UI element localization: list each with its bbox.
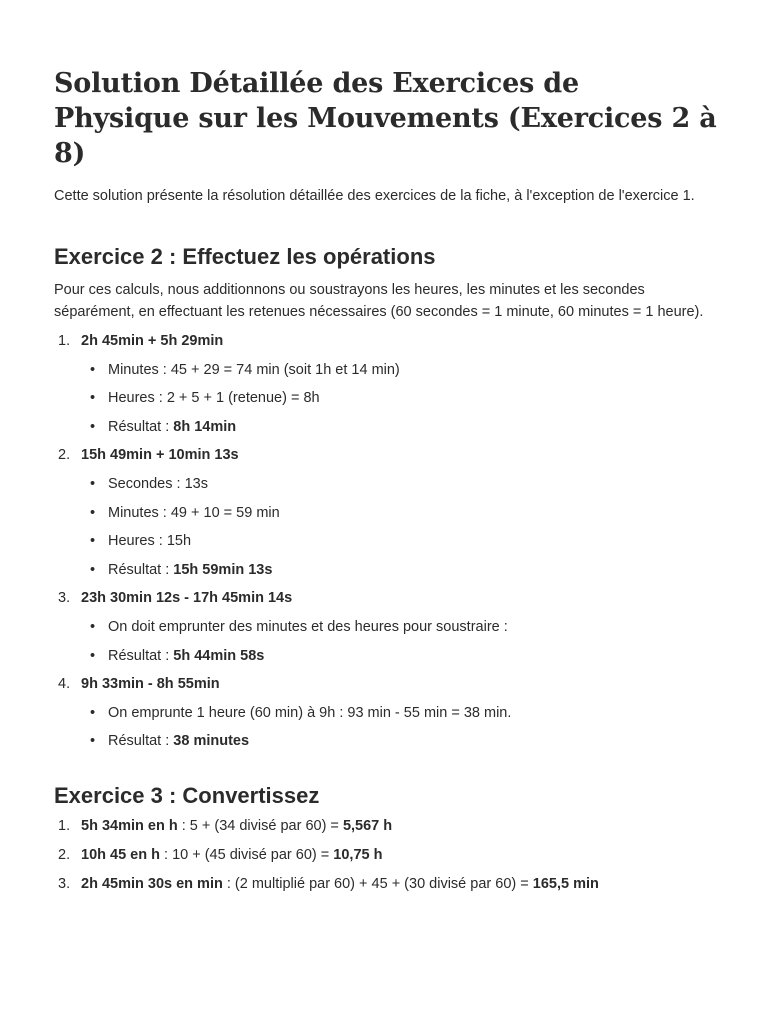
exercise-2-list [54,331,718,751]
step-item: • Heures : 15h [90,533,192,550]
list-number: 1. [58,333,71,349]
exercise-3-list [54,816,718,893]
conversion-title: 10h 45 en h [81,846,160,863]
list-number: 4. [58,676,71,693]
step-item: • On emprunte 1 heure (60 min) à 9h : 93 min - 55 min = 38 min. [90,704,512,721]
conversion-formula: : 10 + (45 divisé par 60) = [159,846,334,863]
document [54,66,718,902]
exercise-2-section [54,243,718,751]
bullet-icon: • [90,647,96,664]
bullet-icon: • [90,418,96,435]
bullet-icon: • [90,504,96,521]
operation-title: 2h 45min + 5h 29min [81,333,224,349]
step-item: • Minutes : 45 + 29 = 74 min (soit 1h et 14 min) [90,361,400,378]
result-value: 38 minutes [173,733,250,750]
page-title: Solution Détaillée des Exercices de Physique sur les Mouvements (Exercices 2 à 8) [54,68,717,169]
bullet-icon: • [90,561,96,578]
bullet-icon: • [90,361,96,378]
exercise-2-item-1 [54,331,718,437]
exercise-3-item-2 [54,845,718,865]
exercise-2-description: Pour ces calculs, nous additionnons ou soustrayons les heures, les minutes et les secondes séparément, en effectuant les retenues nécessaires (60 secondes = 1 minute, 60 minutes = 1 heure). [54,282,704,320]
bullet-icon: • [90,704,96,721]
step-item: • Minutes : 49 + 10 = 59 min [90,504,280,521]
list-number: 3. [58,590,71,607]
operation-title: 23h 30min 12s - 17h 45min 14s [81,590,293,607]
bullet-icon: • [90,533,96,550]
exercise-3-heading: Exercice 3 : Convertissez [54,783,320,809]
bullet-icon: • [90,390,96,407]
result-value: 5,567 h [342,818,393,835]
step-item: • Résultat : 5h 44min 58s [90,647,265,664]
exercise-3-section [54,782,718,893]
result-value: 15h 59min 13s [173,561,273,578]
step-list [81,617,718,666]
list-number: 1. [58,818,71,835]
operation-title: 9h 33min - 8h 55min [81,676,220,693]
result-value: 8h 14min [173,418,237,435]
step-item: • Heures : 2 + 5 + 1 (retenue) = 8h [90,390,320,407]
result-value: 5h 44min 58s [173,647,265,664]
exercise-2-item-3 [54,588,718,665]
list-number: 2. [58,846,71,863]
conversion-title: 2h 45min 30s en min [81,875,223,892]
result-value: 165,5 min [532,875,599,892]
step-item: • Résultat : 38 minutes [90,733,250,750]
exercise-2-heading: Exercice 2 : Effectuez les opérations [54,244,436,269]
bullet-icon: • [90,618,96,635]
bullet-icon: • [90,733,96,750]
bullet-icon: • [90,475,96,492]
exercise-2-item-2 [54,445,718,579]
intro-paragraph: Cette solution présente la résolution détaillée des exercices de la fiche, à l'exception de l'exercice 1. [54,188,695,204]
step-item: • Résultat : 15h 59min 13s [90,561,273,578]
list-number: 3. [58,875,71,892]
conversion-formula: : (2 multiplié par 60) + 45 + (30 divisé par 60) = [222,875,533,892]
exercise-3-item-3 [54,874,718,894]
conversion-formula: : 5 + (34 divisé par 60) = [177,818,343,835]
result-value: 10,75 h [333,846,383,863]
exercise-3-item-1 [54,816,718,836]
step-item: • Secondes : 13s [90,475,208,492]
step-list [81,703,718,752]
exercise-2-item-4 [54,674,718,751]
step-list [81,360,718,437]
list-number: 2. [58,447,71,464]
step-list [81,474,718,580]
conversion-title: 5h 34min en h [81,818,178,835]
operation-title: 15h 49min + 10min 13s [81,447,239,464]
step-item: • On doit emprunter des minutes et des heures pour soustraire : [90,618,508,635]
step-item: • Résultat : 8h 14min [90,418,237,435]
